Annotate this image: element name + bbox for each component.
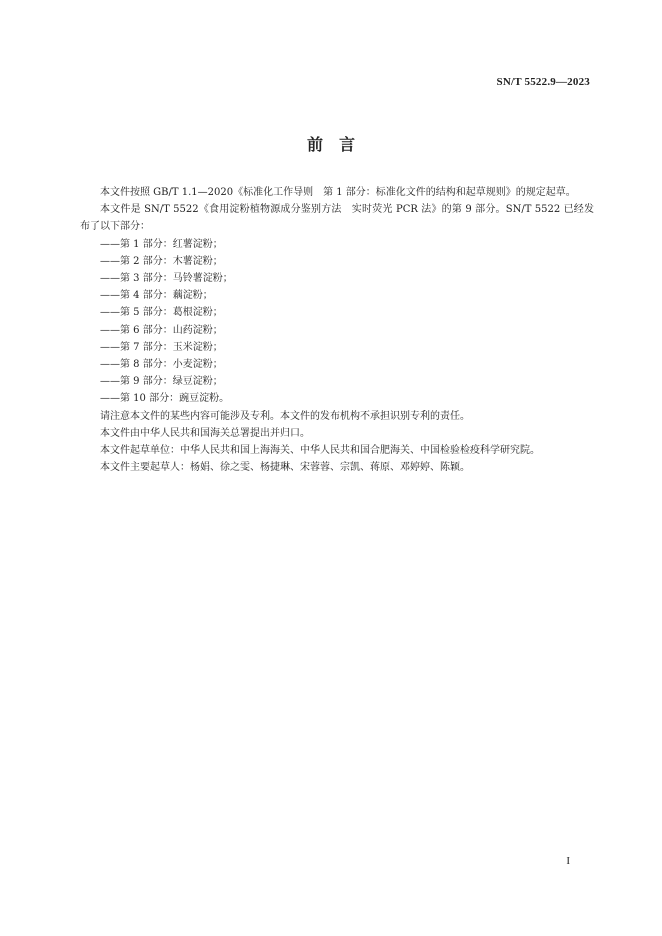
list-item: ——第 5 部分：葛根淀粉； <box>100 307 223 319</box>
parts-list <box>80 236 594 408</box>
foreword-body <box>80 184 594 476</box>
list-item: ——第 8 部分：小麦淀粉； <box>100 359 223 371</box>
document-code: SN/T 5522.9—2023 <box>496 76 590 88</box>
patent-notice: 请注意本文件的某些内容可能涉及专利。本文件的发布机构不承担识别专利的责任。 <box>100 410 470 422</box>
list-item: ——第 10 部分：豌豆淀粉。 <box>100 393 230 405</box>
drafters: 本文件主要起草人：杨娟、徐之雯、杨捷琳、宋蓉蓉、宗凯、蒋原、邓婷婷、陈颖。 <box>100 462 470 474</box>
list-item: ——第 4 部分：藕淀粉； <box>100 290 213 302</box>
list-item: ——第 3 部分：马铃薯淀粉； <box>100 273 233 285</box>
page-number: I <box>566 855 570 867</box>
list-item: ——第 2 部分：木薯淀粉； <box>100 255 223 267</box>
page-title: 前 言 <box>306 135 355 154</box>
proposer-statement: 本文件由中华人民共和国海关总署提出并归口。 <box>100 427 310 439</box>
drafting-units: 本文件起草单位：中华人民共和国上海海关、中华人民共和国合肥海关、中国检验检疫科学研究院。 <box>100 445 540 457</box>
intro-paragraph: 本文件是 SN/T 5522《食用淀粉植物源成分鉴别方法 实时荧光 PCR 法》的第 9 部分。SN/T 5522 已经发布了以下部分： <box>80 204 594 233</box>
intro-paragraph: 本文件按照 GB/T 1.1—2020《标准化工作导则 第 1 部分：标准化文件的结构和起草规则》的规定起草。 <box>100 187 576 198</box>
list-item: ——第 1 部分：红薯淀粉； <box>100 238 223 250</box>
list-item: ——第 6 部分：山药淀粉； <box>100 324 223 336</box>
list-item: ——第 9 部分：绿豆淀粉； <box>100 376 223 388</box>
list-item: ——第 7 部分：玉米淀粉； <box>100 341 223 353</box>
